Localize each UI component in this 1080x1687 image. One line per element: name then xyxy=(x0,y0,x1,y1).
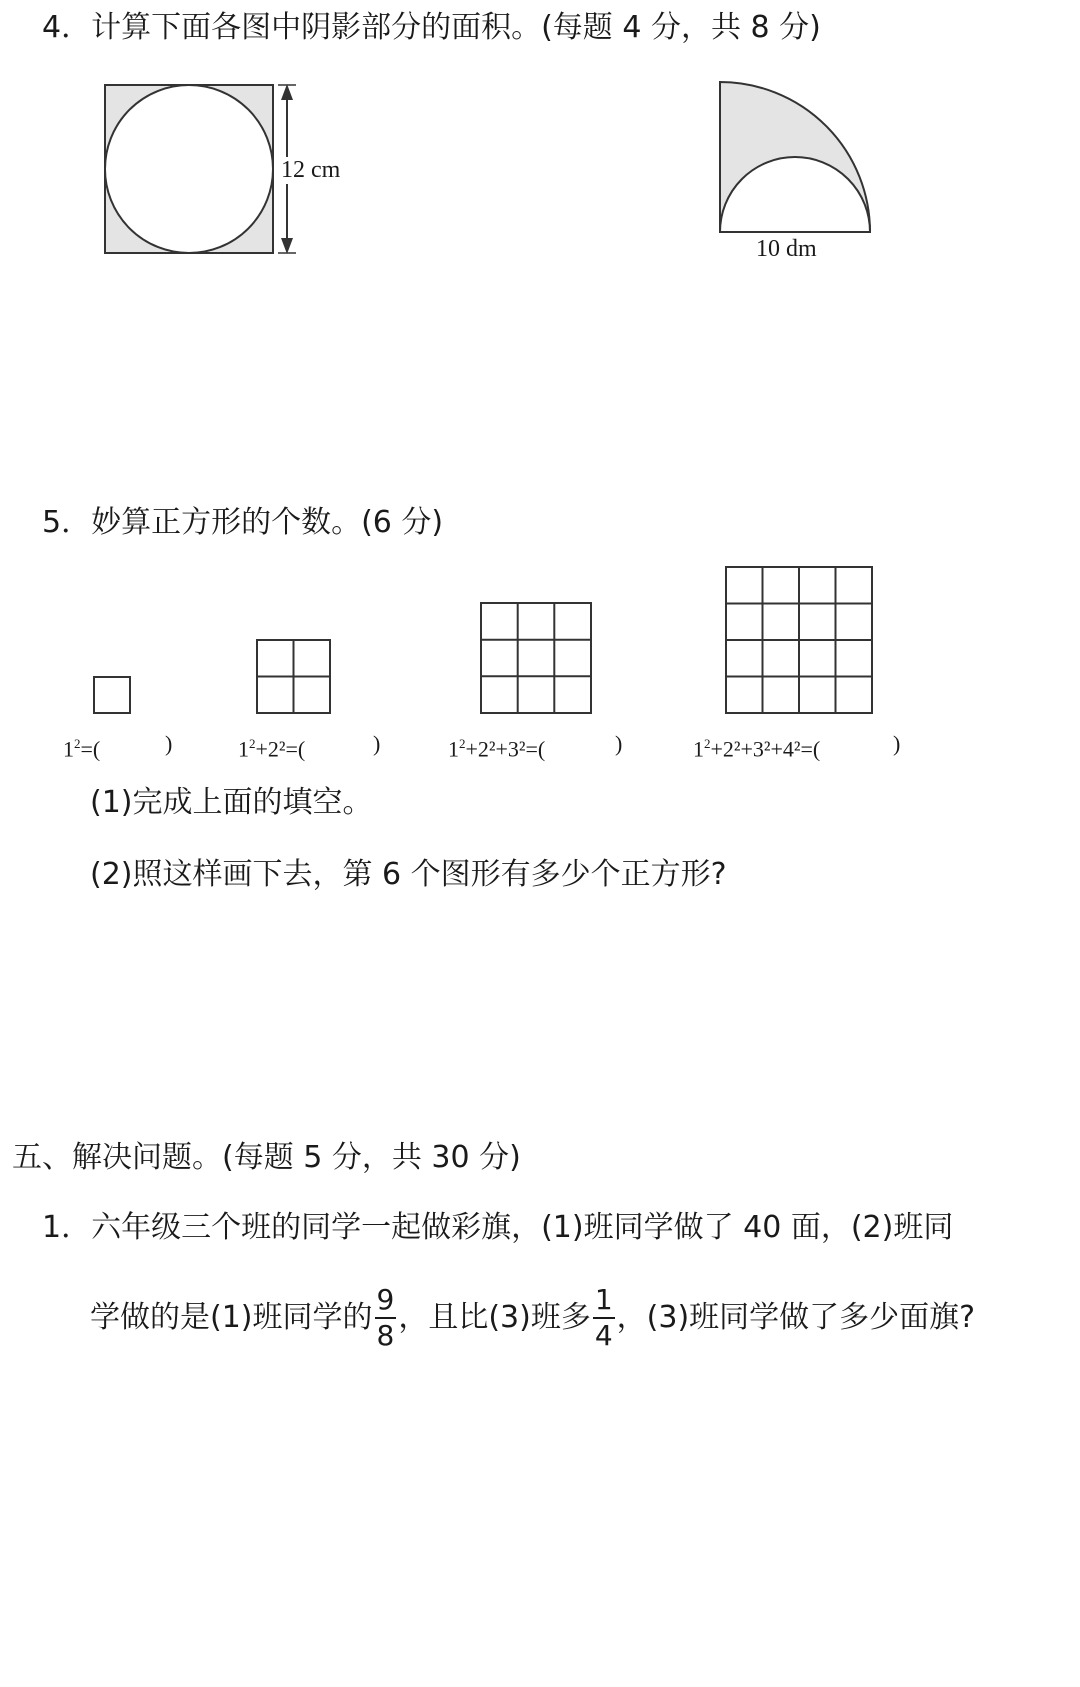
q4-title: 4．计算下面各图中阴影部分的面积。(每题 4 分，共 8 分) xyxy=(42,10,821,45)
formula-4-close: ) xyxy=(893,731,901,756)
formula-1-close: ) xyxy=(165,731,173,756)
formula-2-close: ) xyxy=(373,731,381,756)
section-heading: 五、解决问题。(每题 5 分，共 30 分) xyxy=(12,1140,521,1175)
arrow-up-icon xyxy=(281,84,293,100)
fig2-dimension-label: 10 dm xyxy=(756,236,817,262)
formula-2: $1^2+2^2=$( xyxy=(238,736,306,762)
square-grid-3 xyxy=(480,602,600,722)
q5-sub1: (1)完成上面的填空。 xyxy=(90,785,373,820)
formula-1: $1^2=$( xyxy=(63,736,101,762)
formula-3: $1^2+2^2+3^2=$( xyxy=(448,736,546,762)
problem-1-line-1: 1．六年级三个班的同学一起做彩旗，(1)班同学做了 40 面，(2)班同 xyxy=(42,1210,954,1245)
problem-1-line-2: 学做的是(1)班同学的 $\frac{9}{8}$ ，且比(3)班多 $\frac{1}{4}$ ，(3)班同学做了多少面旗? xyxy=(90,1283,976,1352)
formula-4: $1^2+2^2+3^2+4^2=$( xyxy=(693,736,821,762)
q5-title: 5．妙算正方形的个数。(6 分) xyxy=(42,505,444,540)
inscribed-circle xyxy=(105,85,273,253)
formula-3-close: ) xyxy=(615,731,623,756)
square-grid-2 xyxy=(256,639,336,719)
square-grid-1 xyxy=(93,676,133,716)
square-grid-4 xyxy=(725,566,885,726)
figure-square-circle xyxy=(100,80,400,280)
fig1-dimension-label: 12 cm xyxy=(281,157,341,183)
arrow-down-icon xyxy=(281,238,293,254)
q5-sub2: (2)照这样画下去，第 6 个图形有多少个正方形? xyxy=(90,857,727,892)
fraction-one-quarter: $\frac{1}{4}$ xyxy=(594,1283,613,1352)
fraction-nine-eighths: $\frac{9}{8}$ xyxy=(376,1283,395,1352)
